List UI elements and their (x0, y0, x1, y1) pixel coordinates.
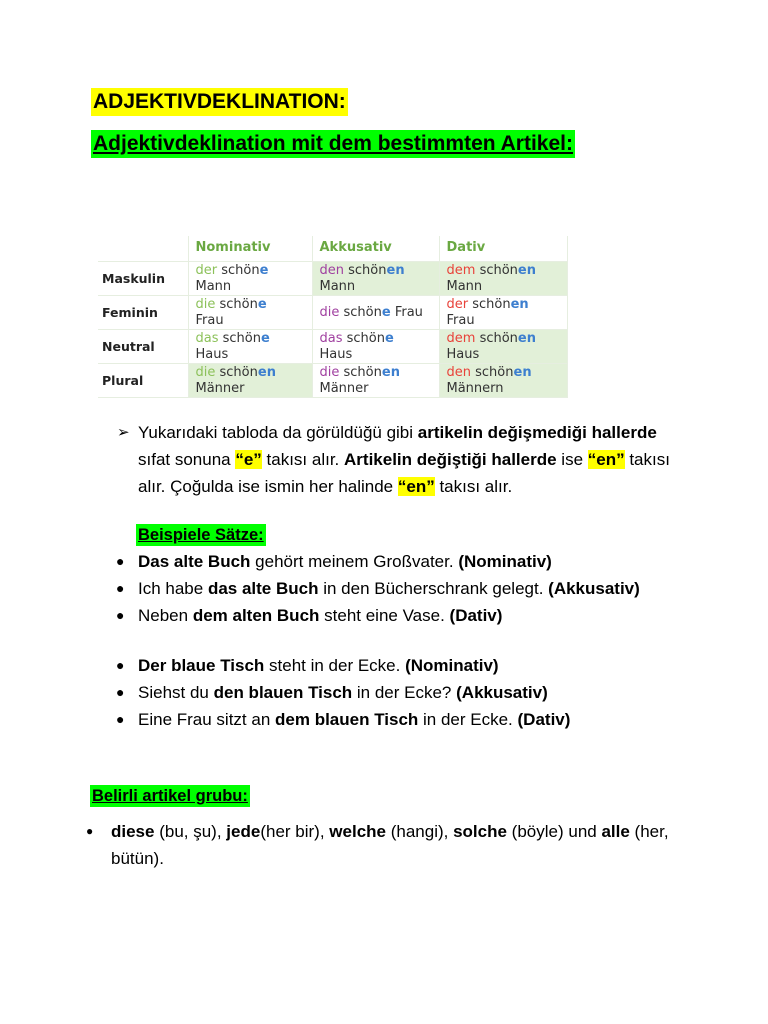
column-header-nominativ: Nominativ (188, 236, 312, 261)
row-label: Plural (98, 363, 188, 397)
page-subtitle: Adjektivdeklination mit dem bestimmten Artikel: (91, 130, 575, 158)
list-item: ● Ich habe das alte Buch in den Bücherschrank gelegt. (Akkusativ) (116, 575, 640, 602)
column-header-akkusativ: Akkusativ (312, 236, 439, 261)
table-cell: dem schönen Mann (439, 261, 568, 295)
page-title: ADJEKTIVDEKLINATION: (91, 88, 348, 116)
row-label: Feminin (98, 295, 188, 329)
bullet-icon: ● (116, 711, 125, 727)
list-item: ● Eine Frau sitzt an dem blauen Tisch in der Ecke. (Dativ) (116, 706, 570, 733)
bullet-icon: ● (116, 580, 125, 596)
table-row (98, 261, 568, 295)
table-cell: der schönen Frau (439, 295, 568, 329)
table-header-row (98, 236, 568, 261)
table-cell: den schönen Männern (439, 363, 568, 397)
table-row (98, 295, 568, 329)
list-item: ● Siehst du den blauen Tisch in der Ecke? (Akkusativ) (116, 679, 570, 706)
row-label: Maskulin (98, 261, 188, 295)
list-item: ● diese (bu, şu), jede(her bir), welche (hangi), solche (böyle) und alle (her, bütün). (86, 818, 706, 872)
bullet-icon: ● (116, 607, 125, 623)
table-cell: die schönen Männer (312, 363, 439, 397)
list-item: ● Neben dem alten Buch steht eine Vase. (Dativ) (116, 602, 640, 629)
table-cell: das schöne Haus (312, 329, 439, 363)
bullet-icon: ● (116, 657, 125, 673)
explanation-text: Yukarıdaki tabloda da görüldüğü gibi artikelin değişmediği hallerde sıfat sonuna “e” takısı alır. Artikelin değiştiği hallerde ise “en” takısı alır. Çoğulda ise ismin her halinde “en” takısı alır. (138, 423, 670, 496)
table-cell: die schöne Frau (312, 295, 439, 329)
table-cell: den schönen Mann (312, 261, 439, 295)
table-cell: die schönen Männer (188, 363, 312, 397)
example-list-buch (116, 548, 640, 629)
definite-article-group-heading: Belirli artikel grubu: (92, 787, 248, 805)
bullet-icon: ● (116, 684, 125, 700)
examples-heading: Beispiele Sätze: (138, 526, 264, 544)
arrow-bullet-icon: ➢ (117, 424, 130, 441)
row-label: Neutral (98, 329, 188, 363)
list-item: ● Das alte Buch gehört meinem Großvater. (Nominativ) (116, 548, 640, 575)
table-cell: dem schönen Haus (439, 329, 568, 363)
explanation-paragraph (117, 419, 677, 500)
definite-article-group-list (86, 818, 706, 872)
table-row (98, 363, 568, 397)
table-cell: die schöne Frau (188, 295, 312, 329)
bullet-icon: ● (86, 824, 94, 838)
declension-table (98, 236, 568, 398)
table-corner-cell (98, 236, 188, 261)
table-row (98, 329, 568, 363)
table-cell: das schöne Haus (188, 329, 312, 363)
bullet-icon: ● (116, 553, 125, 569)
table-cell: der schöne Mann (188, 261, 312, 295)
list-item: ● Der blaue Tisch steht in der Ecke. (Nominativ) (116, 652, 570, 679)
example-list-tisch (116, 652, 570, 733)
column-header-dativ: Dativ (439, 236, 568, 261)
